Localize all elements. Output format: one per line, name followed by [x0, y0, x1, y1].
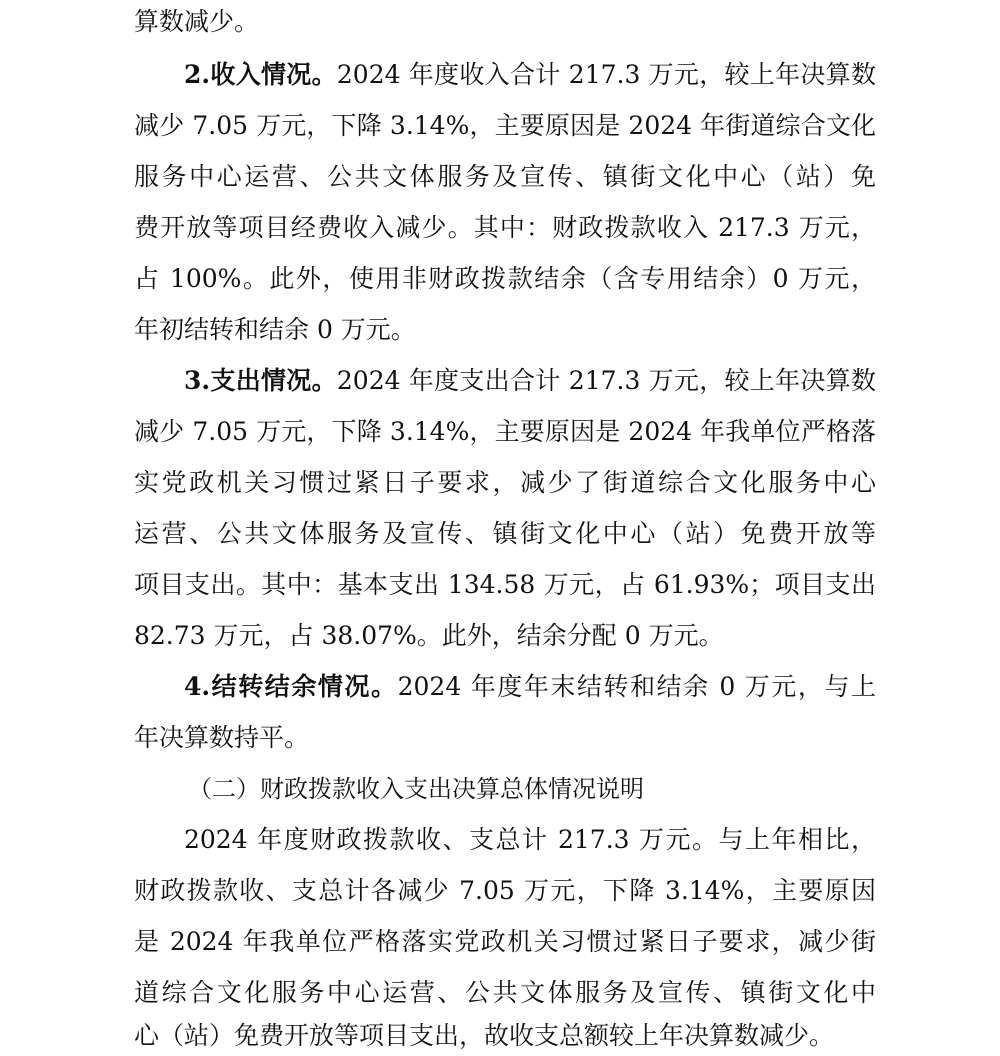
income-paragraph-line-1: [184, 57, 876, 93]
carryover-line-2: 年决算数持平。: [134, 723, 310, 752]
section2-line-4: 道综合文化服务中心运营、公共文体服务及宣传、镇街文化中: [134, 978, 876, 1007]
section2-line-1: 2024 年度财政拨款收、支总计 217.3 万元。与上年相比，: [184, 825, 876, 854]
carryover-paragraph-line-1: [184, 669, 876, 705]
expense-line-5: 项目支出。其中：基本支出 134.58 万元，占 61.93%；项目支出: [134, 570, 876, 599]
income-line-2: 减少 7.05 万元，下降 3.14%，主要原因是 2024 年街道综合文化: [134, 111, 876, 140]
section2-line-2: 财政拨款收、支总计各减少 7.05 万元，下降 3.14%，主要原因: [134, 876, 876, 905]
income-heading: 2.收入情况。: [184, 60, 337, 89]
expense-paragraph-line-1: [184, 363, 876, 399]
income-line-5: 占 100%。此外，使用非财政拨款结余（含专用结余）0 万元，: [134, 264, 876, 293]
expense-line-2: 减少 7.05 万元，下降 3.14%，主要原因是 2024 年我单位严格落: [134, 417, 876, 446]
expense-line-1-text: 2024 年度支出合计 217.3 万元，较上年决算数: [336, 366, 876, 395]
expense-heading: 3.支出情况。: [184, 366, 337, 395]
section2-line-3: 是 2024 年我单位严格落实党政机关习惯过紧日子要求，减少街: [134, 927, 876, 956]
section-title: （二）财政拨款收入支出决算总体情况说明: [188, 775, 644, 803]
income-line-1-text: 2024 年度收入合计 217.3 万元，较上年决算数: [336, 60, 876, 89]
section2-line-5: 心（站）免费开放等项目支出，故收支总额较上年决算数减少。: [134, 1021, 835, 1050]
paragraph-tail-line: 算数减少。: [134, 7, 260, 36]
income-line-3: 服务中心运营、公共文体服务及宣传、镇街文化中心（站）免: [134, 162, 876, 191]
expense-line-3: 实党政机关习惯过紧日子要求，减少了街道综合文化服务中心: [134, 468, 876, 497]
carryover-line-1-text: 2024 年度年末结转和结余 0 万元，与上: [397, 672, 876, 701]
expense-line-6: 82.73 万元，占 38.07%。此外，结余分配 0 万元。: [134, 621, 724, 650]
expense-line-4: 运营、公共文体服务及宣传、镇街文化中心（站）免费开放等: [134, 519, 876, 548]
income-line-4: 费开放等项目经费收入减少。其中：财政拨款收入 217.3 万元，: [134, 213, 876, 242]
income-line-6: 年初结转和结余 0 万元。: [134, 315, 416, 344]
carryover-heading: 4.结转结余情况。: [184, 672, 398, 701]
